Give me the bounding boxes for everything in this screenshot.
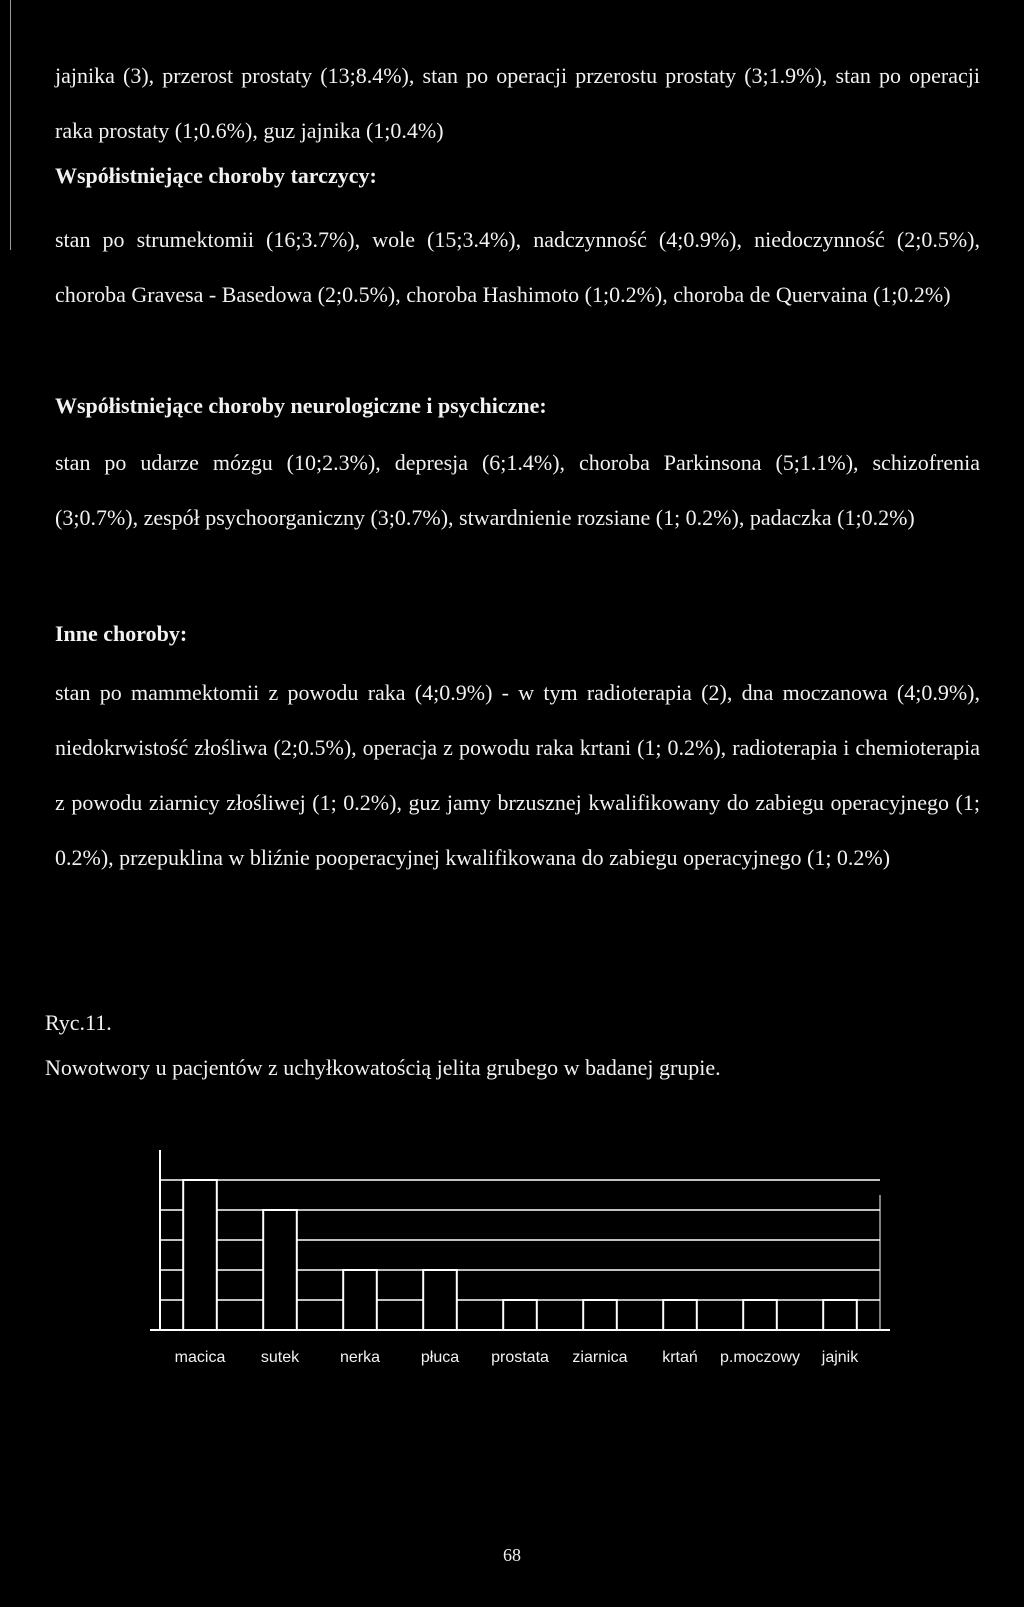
scan-edge-line — [10, 0, 11, 250]
bar-prostata — [503, 1300, 537, 1330]
figure-title: Nowotwory u pacjentów z uchyłkowatością jelita grubego w badanej grupie. — [45, 1055, 721, 1080]
tumor-bar-chart — [150, 1130, 910, 1390]
tick-label: sutek — [260, 1349, 300, 1366]
paragraph-thyroid: stan po strumektomii (16;3.7%), wole (15;3.4%), nadczynność (4;0.9%), niedoczynność (2;0.5%), choroba Gravesa - Basedowa (2;0.5%), choroba Hashimoto (1;0.2%), choroba de Quervaina (1;0.2%) — [55, 227, 980, 307]
page-number: 68 — [503, 1545, 521, 1565]
bar-p.moczowy — [743, 1300, 777, 1330]
heading-thyroid: Współistniejące choroby tarczycy: — [55, 163, 377, 188]
tick-label: ziarnica — [572, 1349, 628, 1366]
paragraph-neuro: stan po udarze mózgu (10;2.3%), depresja (6;1.4%), choroba Parkinsona (5;1.1%), schizofrenia (3;0.7%), zespół psychoorganiczny (3;0.7%), stwardnienie rozsiane (1; 0.2%), padaczka (1;0.2%) — [55, 450, 980, 530]
bar-krtań — [663, 1300, 697, 1330]
tick-label: płuca — [420, 1349, 460, 1366]
bar-nerka — [343, 1270, 377, 1330]
tick-label: nerka — [339, 1349, 381, 1366]
bar-jajnik — [823, 1300, 857, 1330]
bar-płuca — [423, 1270, 457, 1330]
figure-label: Ryc.11. — [45, 1010, 112, 1035]
heading-neuro: Współistniejące choroby neurologiczne i psychiczne: — [55, 393, 547, 418]
tick-label: jajnik — [821, 1349, 859, 1366]
tick-label: p.moczowy — [719, 1349, 801, 1366]
bar-macica — [183, 1180, 217, 1330]
tick-label: krtań — [662, 1349, 698, 1366]
bar-sutek — [263, 1210, 297, 1330]
bar-ziarnica — [583, 1300, 617, 1330]
heading-other: Inne choroby: — [55, 621, 188, 646]
paragraph-other: stan po mammektomii z powodu raka (4;0.9%) - w tym radioterapia (2), dna moczanowa (4;0.9%), niedokrwistość złośliwa (2;0.5%), operacja z powodu raka krtani (1; 0.2%), radioterapia i chemioterapia z powodu ziarnicy złośliwej (1; 0.2%), guz jamy brzusznej kwalifikowany do zabiegu operacyjnego (1; 0.2%), przepuklina w bliźnie pooperacyjnej kwalifikowana do zabiegu operacyjnego (1; 0.2%) — [55, 680, 980, 870]
tick-label: macica — [174, 1349, 226, 1366]
tick-label: prostata — [491, 1349, 549, 1366]
paragraph-urology: jajnika (3), przerost prostaty (13;8.4%), stan po operacji przerostu prostaty (3;1.9%), stan po operacji raka prostaty (1;0.6%), guz jajnika (1;0.4%) — [55, 63, 980, 143]
